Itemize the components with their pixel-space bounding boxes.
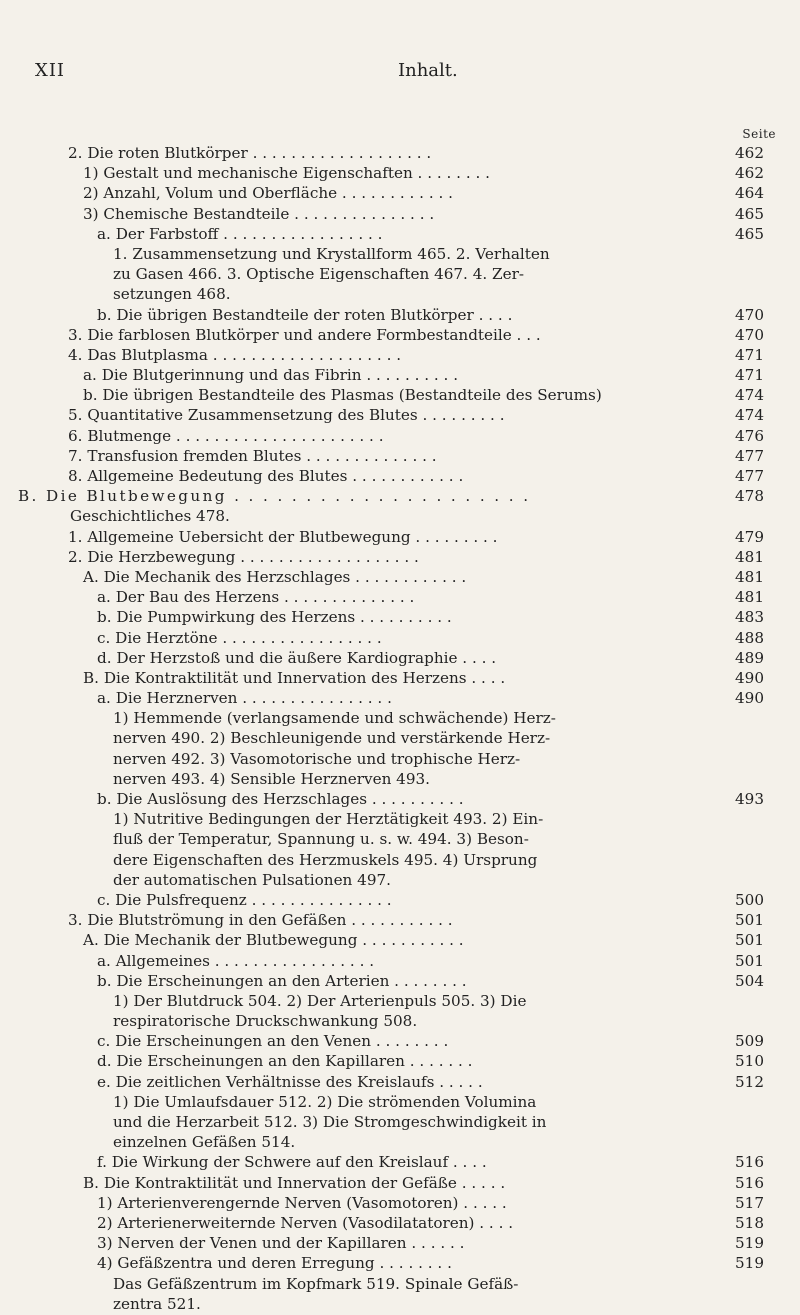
toc-entry — [0, 447, 800, 467]
toc-entry-page: 490 — [735, 668, 764, 687]
toc-entry-label: B. Die Kontraktilität und Innervation der Gefäße . . . . . — [83, 1173, 506, 1192]
toc-entry — [0, 608, 800, 628]
toc-entry-label: 1) Hemmende (verlangsamende und schwächende) Herz- — [113, 709, 556, 728]
toc-entry-label: setzungen 468. — [113, 285, 231, 304]
toc-entry-label: 2. Die roten Blutkörper . . . . . . . . . . . . . . . . . . . — [68, 144, 432, 162]
toc-entry — [0, 427, 800, 447]
toc-entry-label: A. Die Mechanik der Blutbewegung . . . . . . . . . . . — [83, 931, 464, 950]
toc-entry-page: 510 — [735, 1052, 764, 1071]
toc-entry — [0, 1254, 800, 1274]
toc-entry — [0, 487, 800, 507]
toc-entry-label: 7. Transfusion fremden Blutes . . . . . . . . . . . . . . — [68, 446, 437, 465]
toc-entry-label: b. Die Pumpwirkung des Herzens . . . . . . . . . . — [97, 608, 452, 627]
toc-entry — [0, 931, 800, 951]
toc-entry-label: 3) Nerven der Venen und der Kapillaren . . . . . . — [97, 1234, 465, 1253]
toc-entry-label: b. Die Erscheinungen an den Arterien . . . . . . . . — [97, 971, 467, 990]
toc-entry-label: 3) Chemische Bestandteile . . . . . . . . . . . . . . . — [83, 204, 435, 223]
toc-entry-label: f. Die Wirkung der Schwere auf den Kreislauf . . . . — [97, 1153, 487, 1172]
toc-entry — [0, 629, 800, 649]
toc-entry-page: 478 — [735, 487, 764, 506]
toc-entry — [0, 851, 800, 871]
toc-entry — [0, 548, 800, 568]
toc-entry-page: 465 — [735, 204, 764, 223]
toc-entry-page: 481 — [735, 567, 764, 586]
toc-entry — [0, 709, 800, 729]
toc-entry — [0, 1275, 800, 1295]
toc-entry-label: a. Allgemeines . . . . . . . . . . . . . . . . . — [97, 951, 375, 970]
toc-entry-page: 490 — [735, 689, 764, 708]
toc-entry-page: 516 — [735, 1153, 764, 1172]
toc-entry-page: 500 — [735, 890, 764, 909]
toc-entry-label: 3. Die farblosen Blutkörper und andere Formbestandteile . . . — [68, 325, 541, 344]
toc-entry-label: 4. Das Blutplasma . . . . . . . . . . . . . . . . . . . . — [68, 345, 402, 364]
toc-entry-page: 483 — [735, 608, 764, 627]
toc-entry-label: dere Eigenschaften des Herzmuskels 495. 4) Ursprung — [113, 850, 538, 869]
toc-entry-label: e. Die zeitlichen Verhältnisse des Kreislaufs . . . . . — [97, 1072, 483, 1091]
toc-entry-page: 465 — [735, 224, 764, 243]
toc-entry-page: 477 — [735, 467, 764, 485]
toc-entry — [0, 750, 800, 770]
toc-entry-page: 462 — [735, 144, 764, 162]
toc-entry — [0, 568, 800, 588]
toc-entry-page: 464 — [735, 184, 764, 203]
toc-entry — [0, 830, 800, 850]
toc-entry — [0, 1234, 800, 1254]
toc-entry-page: 474 — [735, 406, 764, 425]
toc-entry-label: 2) Anzahl, Volum und Oberfläche . . . . . . . . . . . . — [83, 184, 453, 203]
toc-entry-label: 1. Allgemeine Uebersicht der Blutbewegung . . . . . . . . . — [68, 527, 498, 546]
toc-entry — [0, 952, 800, 972]
toc-entry — [0, 265, 800, 285]
toc-entry — [0, 729, 800, 749]
toc-entry-label: 1) Die Umlaufsdauer 512. 2) Die strömenden Volumina — [113, 1092, 537, 1111]
toc-entry — [0, 1194, 800, 1214]
toc-entry-page: 509 — [735, 1032, 764, 1051]
toc-entry-page: 479 — [735, 527, 764, 546]
toc-entry-page: 519 — [735, 1234, 764, 1253]
toc-entry-label: b. Die übrigen Bestandteile des Plasmas (Bestandteile des Serums) — [83, 386, 602, 405]
toc-entry-page: 518 — [735, 1213, 764, 1232]
toc-entry-page: 519 — [735, 1254, 764, 1273]
toc-entry-label: fluß der Temperatur, Spannung u. s. w. 494. 3) Beson- — [113, 830, 529, 849]
table-of-contents — [0, 144, 800, 1315]
toc-entry-label: a. Der Bau des Herzens . . . . . . . . . . . . . . — [97, 588, 415, 607]
toc-entry-label: nerven 492. 3) Vasomotorische und trophische Herz- — [113, 749, 521, 768]
toc-entry-page: 504 — [735, 971, 764, 990]
toc-entry — [0, 205, 800, 225]
toc-entry-label: Geschichtliches 478. — [70, 507, 230, 526]
toc-entry — [0, 911, 800, 931]
toc-entry — [0, 669, 800, 689]
toc-entry — [0, 790, 800, 810]
toc-entry — [0, 386, 800, 406]
toc-entry-label: 1) Der Blutdruck 504. 2) Der Arterienpuls 505. 3) Die — [113, 991, 527, 1010]
toc-entry-label: 1. Zusammensetzung und Krystallform 465. 2. Verhalten — [113, 244, 550, 263]
toc-entry-label: 6. Blutmenge . . . . . . . . . . . . . . . . . . . . . . — [68, 426, 384, 445]
toc-entry-label: a. Die Herznerven . . . . . . . . . . . . . . . . — [97, 689, 392, 708]
toc-entry-page: 501 — [735, 931, 764, 950]
toc-entry — [0, 467, 800, 487]
toc-entry-label: d. Die Erscheinungen an den Kapillaren . . . . . . . — [97, 1052, 473, 1071]
toc-entry-page: 501 — [735, 951, 764, 970]
toc-entry-label: 1) Arterienverengernde Nerven (Vasomotoren) . . . . . — [97, 1193, 507, 1212]
toc-entry-label: c. Die Herztöne . . . . . . . . . . . . . . . . . — [97, 628, 382, 647]
toc-entry-label: einzelnen Gefäßen 514. — [113, 1133, 296, 1152]
toc-entry — [0, 1295, 800, 1315]
toc-entry-label: b. Die übrigen Bestandteile der roten Blutkörper . . . . — [97, 305, 513, 324]
toc-entry-label: 1) Gestalt und mechanische Eigenschaften . . . . . . . . — [83, 164, 490, 183]
toc-entry — [0, 810, 800, 830]
toc-entry — [0, 528, 800, 548]
toc-entry-page: 488 — [735, 628, 764, 647]
toc-entry — [0, 588, 800, 608]
toc-entry-page: 474 — [735, 386, 764, 405]
toc-entry-label: respiratorische Druckschwankung 508. — [113, 1012, 418, 1031]
toc-entry — [0, 1032, 800, 1052]
toc-entry-page: 481 — [735, 588, 764, 607]
toc-entry-label: c. Die Erscheinungen an den Venen . . . . . . . . — [97, 1032, 449, 1051]
running-head: Inhalt. — [398, 60, 458, 81]
toc-entry — [0, 1133, 800, 1153]
toc-entry — [0, 770, 800, 790]
toc-entry — [0, 689, 800, 709]
toc-entry — [0, 1113, 800, 1133]
page-column-label: Seite — [742, 127, 776, 141]
toc-entry — [0, 1073, 800, 1093]
toc-entry — [0, 164, 800, 184]
toc-entry — [0, 326, 800, 346]
toc-entry-page: 517 — [735, 1193, 764, 1212]
toc-entry — [0, 245, 800, 265]
toc-entry-label: nerven 490. 2) Beschleunigende und verstärkende Herz- — [113, 729, 551, 748]
toc-entry — [0, 285, 800, 305]
toc-entry-page: 489 — [735, 648, 764, 667]
toc-entry-page: 512 — [735, 1072, 764, 1091]
toc-entry-label: A. Die Mechanik des Herzschlages . . . . . . . . . . . . — [83, 567, 467, 586]
toc-entry — [0, 871, 800, 891]
toc-entry-label: 3. Die Blutströmung in den Gefäßen . . . . . . . . . . . — [68, 911, 453, 930]
toc-entry-label: der automatischen Pulsationen 497. — [113, 870, 391, 889]
toc-entry-label: 5. Quantitative Zusammensetzung des Blutes . . . . . . . . . — [68, 406, 505, 425]
toc-entry — [0, 1153, 800, 1173]
toc-entry — [0, 406, 800, 426]
toc-entry-label: 1) Nutritive Bedingungen der Herztätigkeit 493. 2) Ein- — [113, 810, 544, 829]
toc-entry-label: Das Gefäßzentrum im Kopfmark 519. Spinale Gefäß- — [113, 1274, 519, 1293]
toc-entry-label: 2. Die Herzbewegung . . . . . . . . . . . . . . . . . . . — [68, 547, 419, 566]
toc-entry-page: 493 — [735, 790, 764, 808]
toc-entry-label: c. Die Pulsfrequenz . . . . . . . . . . . . . . . — [97, 890, 392, 909]
toc-entry-label: und die Herzarbeit 512. 3) Die Stromgeschwindigkeit in — [113, 1113, 547, 1131]
toc-entry-page: 471 — [735, 345, 764, 364]
toc-entry-label: nerven 493. 4) Sensible Herznerven 493. — [113, 769, 431, 788]
toc-entry-label: 4) Gefäßzentra und deren Erregung . . . . . . . . — [97, 1254, 452, 1273]
toc-entry — [0, 144, 800, 164]
toc-entry — [0, 972, 800, 992]
toc-entry — [0, 184, 800, 204]
page-number: XII — [35, 60, 66, 81]
toc-entry — [0, 346, 800, 366]
toc-entry-label: d. Der Herzstoß und die äußere Kardiographie . . . . — [97, 648, 497, 667]
toc-entry — [0, 992, 800, 1012]
toc-entry — [0, 891, 800, 911]
toc-entry-label: 8. Allgemeine Bedeutung des Blutes . . . . . . . . . . . . — [68, 467, 464, 485]
toc-entry — [0, 507, 800, 527]
toc-entry — [0, 1012, 800, 1032]
toc-entry — [0, 1093, 800, 1113]
toc-entry-page: 476 — [735, 426, 764, 445]
toc-entry — [0, 649, 800, 669]
toc-entry-label: 2) Arterienerweiternde Nerven (Vasodilatatoren) . . . . — [97, 1213, 514, 1232]
toc-entry-page: 470 — [735, 305, 764, 324]
toc-entry-page: 462 — [735, 164, 764, 183]
toc-entry — [0, 1052, 800, 1072]
toc-entry-label: B. Die Kontraktilität und Innervation des Herzens . . . . — [83, 668, 506, 687]
toc-entry-page: 516 — [735, 1173, 764, 1192]
toc-entry-label: B. Die Blutbewegung . . . . . . . . . . . . . . . . . . . . . — [18, 487, 531, 506]
toc-entry-label: a. Die Blutgerinnung und das Fibrin . . . . . . . . . . — [83, 366, 459, 385]
toc-entry-page: 471 — [735, 366, 764, 385]
toc-entry — [0, 306, 800, 326]
toc-entry — [0, 1214, 800, 1234]
toc-entry-label: zu Gasen 466. 3. Optische Eigenschaften 467. 4. Zer- — [113, 265, 524, 284]
toc-entry — [0, 366, 800, 386]
toc-entry-page: 481 — [735, 547, 764, 566]
toc-entry-label: a. Der Farbstoff . . . . . . . . . . . . . . . . . — [97, 224, 383, 243]
toc-entry-label: zentra 521. — [113, 1294, 201, 1313]
toc-entry-page: 501 — [735, 911, 764, 930]
toc-entry-label: b. Die Auslösung des Herzschlages . . . . . . . . . . — [97, 790, 464, 808]
toc-entry — [0, 225, 800, 245]
toc-entry — [0, 1174, 800, 1194]
toc-entry-page: 477 — [735, 446, 764, 465]
toc-entry-page: 470 — [735, 325, 764, 344]
